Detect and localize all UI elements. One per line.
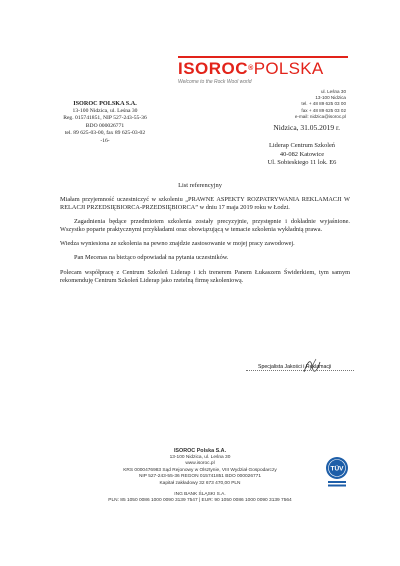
header-contacts [295,89,346,120]
body-paragraph: Zagadnienia będące przedmiotem szkolenia zostały precyzyjnie, przystępnie i dokładnie wyjaśnione. Wszystko poparte praktycznymi przykładami oraz obowiązującą w temacie szkolenia wykładnią prawa. [60,218,350,234]
letter-title: List referencyjny [178,182,222,189]
footer-line: 13-100 Nidzica, ul. Leśna 30 [169,454,231,460]
logo-wordmark [178,60,348,78]
recipient-line: Liderap Centrum Szkoleń [268,142,336,149]
logo-brand: ISOROC [178,59,249,78]
body-paragraph: Pan Mecenas na bieżąco odpowiadał na pytania uczestników. [74,254,229,262]
contact-line: tel. + 48 89 625 03 00 [301,101,346,107]
sender-line: 13-100 Nidzica, ul. Leśna 30 [72,107,138,114]
footer-line: KRS 0000476983 Sąd Rejonowy w Olsztynie, VIII Wydział Gospodarczy [123,467,277,473]
registered-mark: ® [248,65,254,72]
recipient-line: Ul. Sobieskiego 11 lok. E6 [267,159,337,167]
sender-company-name: ISOROC POLSKA S.A. [73,100,137,107]
footer-accounts: PLN: 85 1050 0086 1000 0090 3139 7547 | EUR: 90 1050 0086 1000 0090 3139 7564 [108,498,292,504]
letter-footer [70,448,330,505]
letter-body [60,196,350,291]
sender-line: -16- [100,137,110,144]
signature-line [246,370,354,371]
body-paragraph: Polecam współpracę z Centrum Szkoleń Liderap i ich trenerem Panem Łukaszem Świderkiem, tym samym rekomenduję Centrum Szkoleń Liderap jako rzetelną firmę szkoleniową. [60,268,350,284]
logo-tagline: Welcome to the Rock Wool world [178,79,252,85]
signature-title: Specjalista Jakości i Reklamacji [258,364,332,370]
footer-line: Kapitał zakładowy 32 673 470,00 PLN [159,480,241,486]
contact-line: e-mail: nidzica@isoroc.pl [294,113,346,119]
logo-suffix: POLSKA [253,59,324,78]
sender-line: Reg. 015741851, NIP 527-243-55-36 [63,115,147,122]
tuv-certification-icon [324,456,350,490]
body-paragraph: Wiedza wyniesiona ze szkolenia na pewno znajdzie zastosowanie w mojej pracy zawodowej. [60,240,295,248]
footer-line: www.isoroc.pl [185,461,215,467]
tuv-label: TÜV [330,465,344,473]
sender-line: tel. 89 625-03-00, fax 89 625-03-02 [64,130,146,137]
footer-company-name: ISOROC Polska S.A. [173,448,227,454]
footer-bank: ING BANK ŚLĄSKI S.A. [174,491,226,497]
footer-line: NIP 527-243-55-36 REGON 015741851 BDO 000026771 [138,474,262,480]
sender-stamp [60,100,150,146]
letter-date: Nidzica, 31.05.2019 r. [273,123,340,132]
recipient-line: 40-082 Katowice [279,150,325,158]
logo-top-bar [178,56,348,58]
body-paragraph: Miałam przyjemność uczestniczyć w szkoleniu „PRAWNE ASPEKTY ROZPATRYWANIA REKLAMACJI W RELACJI PRZEDSIĘBIORCA-PRZEDSIĘBIORCA” w dniu 17 maja 2019 roku w Łodzi. [60,196,350,211]
sender-line: BDO 000026771 [85,122,125,129]
contact-line: 13-100 Nidzica [315,95,346,101]
contact-line: ul. Leśna 30 [320,89,346,94]
company-logo [178,60,348,85]
recipient-address [252,142,352,168]
contact-line: fax + 48 89 625 03 02 [301,107,346,113]
